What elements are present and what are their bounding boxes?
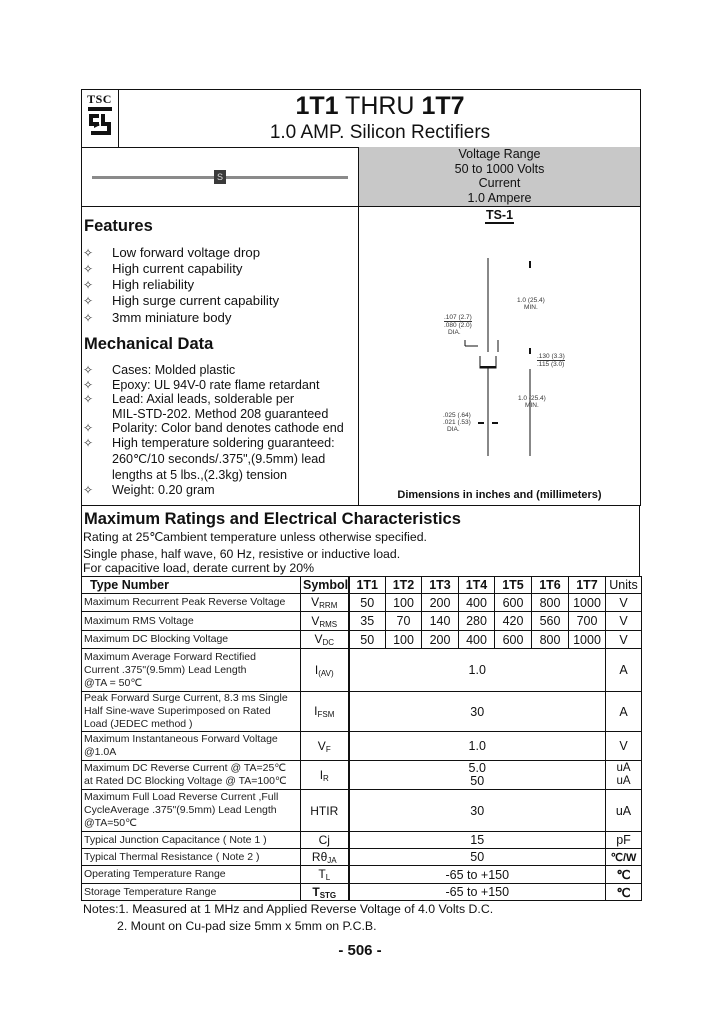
ratings-table [81, 576, 641, 901]
ratings-title: Maximum Ratings and Electrical Characteristics [84, 510, 461, 528]
table-row: Maximum DC Blocking Voltage $V_{DC}$ 50 100 200 400 600 800 1000 V [82, 631, 642, 649]
mechanical-title: Mechanical Data [84, 335, 214, 353]
col-units: Units [606, 577, 642, 594]
tsc-logo-icon [86, 107, 114, 139]
package-name: TS-1 [485, 208, 514, 222]
table-row: Maximum RMS Voltage $V_{RMS}$ 35 70 140 280 420 560 700 V [82, 612, 642, 631]
dim-body-dia: .107 (2.7) .080 (2.0) DIA. [444, 314, 472, 336]
mech-item: Lead: Axial leads, solderable per [112, 392, 295, 406]
table-row: Maximum Average Forward Rectified Current .375"(9.5mm) Lead Length @TA = 50℃ $I_{(AV)}$ 1.0 A [82, 649, 642, 692]
col-symbol: Symbol [301, 577, 349, 594]
diamond-bullet-icon: ✧ [83, 436, 94, 450]
features-title: Features [84, 217, 153, 235]
col-1t7: 1T7 [569, 577, 606, 594]
col-1t1: 1T1 [349, 577, 386, 594]
diamond-bullet-icon: ✧ [83, 392, 94, 406]
mech-item: 260℃/10 seconds/.375",(9.5mm) lead [112, 452, 326, 466]
table-row: Maximum Instantaneous Forward Voltage @1.0A $V_F$ 1.0 V [82, 732, 642, 761]
dim-body-length: .130 (3.3) .115 (3.0) [537, 353, 565, 368]
diamond-bullet-icon: ✧ [83, 421, 94, 435]
table-row: Storage Temperature Range $T_{STG}$ -65 to +150 ℃ [82, 884, 642, 901]
mech-item: Cases: Molded plastic [112, 363, 236, 377]
tsc-logo [81, 89, 119, 148]
mech-item: High temperature soldering guaranteed: [112, 436, 335, 450]
note-1: Notes:1. Measured at 1 MHz and Applied Reverse Voltage of 4.0 Volts D.C. [83, 902, 494, 916]
table-row: Maximum Recurrent Peak Reverse Voltage $V_{RRM}$ 50 100 200 400 600 800 1000 V [82, 594, 642, 612]
feature-item: Low forward voltage drop [112, 245, 261, 260]
feature-item: High reliability [112, 277, 195, 292]
ratings-note: Rating at 25℃ambient temperature unless otherwise specified. [83, 530, 427, 544]
diode-image-panel [81, 147, 359, 207]
voltage-current-range [358, 147, 641, 207]
dim-wire-dia: .025 (.64) .021 (.53) DIA. [443, 412, 471, 433]
mech-item: Polarity: Color band denotes cathode end [112, 421, 344, 435]
range-line: 50 to 1000 Volts [454, 161, 545, 176]
page-title: 1T1 THRU 1T7 [295, 92, 465, 120]
diamond-bullet-icon: ✧ [83, 294, 94, 308]
range-line: Voltage Range [458, 147, 541, 161]
feature-item: High current capability [112, 261, 243, 276]
table-header-row [82, 577, 642, 594]
diamond-bullet-icon: ✧ [83, 262, 94, 276]
feature-item: High surge current capability [112, 293, 280, 308]
feature-item: 3mm miniature body [112, 310, 232, 325]
diode-body-icon: S [214, 170, 226, 184]
page-subtitle: 1.0 AMP. Silicon Rectifiers [269, 122, 491, 143]
dim-lead-top: 1.0 (25.4) MIN. [517, 297, 545, 311]
mech-item: Epoxy: UL 94V-0 rate flame retardant [112, 378, 320, 392]
diamond-bullet-icon: ✧ [83, 363, 94, 377]
col-1t3: 1T3 [422, 577, 459, 594]
logo-text: TSC [87, 92, 112, 106]
ratings-note: Single phase, half wave, 60 Hz, resistive or inductive load. [83, 547, 401, 561]
mech-item: lengths at 5 lbs.,(2.3kg) tension [112, 468, 288, 482]
table-row: Typical Thermal Resistance ( Note 2 ) $R\theta_{JA}$ 50 ℃/W [82, 849, 642, 866]
col-1t5: 1T5 [495, 577, 532, 594]
note-2: 2. Mount on Cu-pad size 5mm x 5mm on P.C.B. [117, 919, 377, 933]
dim-lead-bottom: 1.0 (25.4) MIN. [518, 395, 546, 409]
col-1t4: 1T4 [459, 577, 495, 594]
mech-item: Weight: 0.20 gram [112, 483, 215, 497]
diamond-bullet-icon: ✧ [83, 311, 94, 325]
col-type-number: Type Number [82, 577, 301, 594]
dimensions-caption: Dimensions in inches and (millimeters) [397, 489, 602, 501]
table-row: Typical Junction Capacitance ( Note 1 ) Cj 15 pF [82, 832, 642, 849]
table-row: Maximum DC Reverse Current @ TA=25℃ at Rated DC Blocking Voltage @ TA=100℃ $I_R$ 5.0 50 uA uA [82, 761, 642, 790]
table-row: Operating Temperature Range $T_L$ -65 to +150 ℃ [82, 866, 642, 884]
mech-item: MIL-STD-202. Method 208 guaranteed [112, 407, 329, 421]
package-outline-drawing [358, 206, 641, 496]
diamond-bullet-icon: ✧ [83, 278, 94, 292]
table-row: Maximum Full Load Reverse Current ,Full CycleAverage .375"(9.5mm) Lead Length @TA=50℃ HTIR 30 uA [82, 790, 642, 832]
range-line: 1.0 Ampere [467, 190, 532, 205]
ratings-note: For capacitive load, derate current by 20% [83, 561, 315, 575]
diamond-bullet-icon: ✧ [83, 246, 94, 260]
range-line: Current [478, 176, 521, 190]
table-row: Peak Forward Surge Current, 8.3 ms Single Half Sine-wave Superimposed on Rated Load (JEDEC method ) $I_{FSM}$ 30 A [82, 692, 642, 732]
diamond-bullet-icon: ✧ [83, 483, 94, 497]
col-1t2: 1T2 [386, 577, 422, 594]
page-number: - 506 - [338, 942, 382, 959]
diamond-bullet-icon: ✧ [83, 378, 94, 392]
col-1t6: 1T6 [532, 577, 569, 594]
